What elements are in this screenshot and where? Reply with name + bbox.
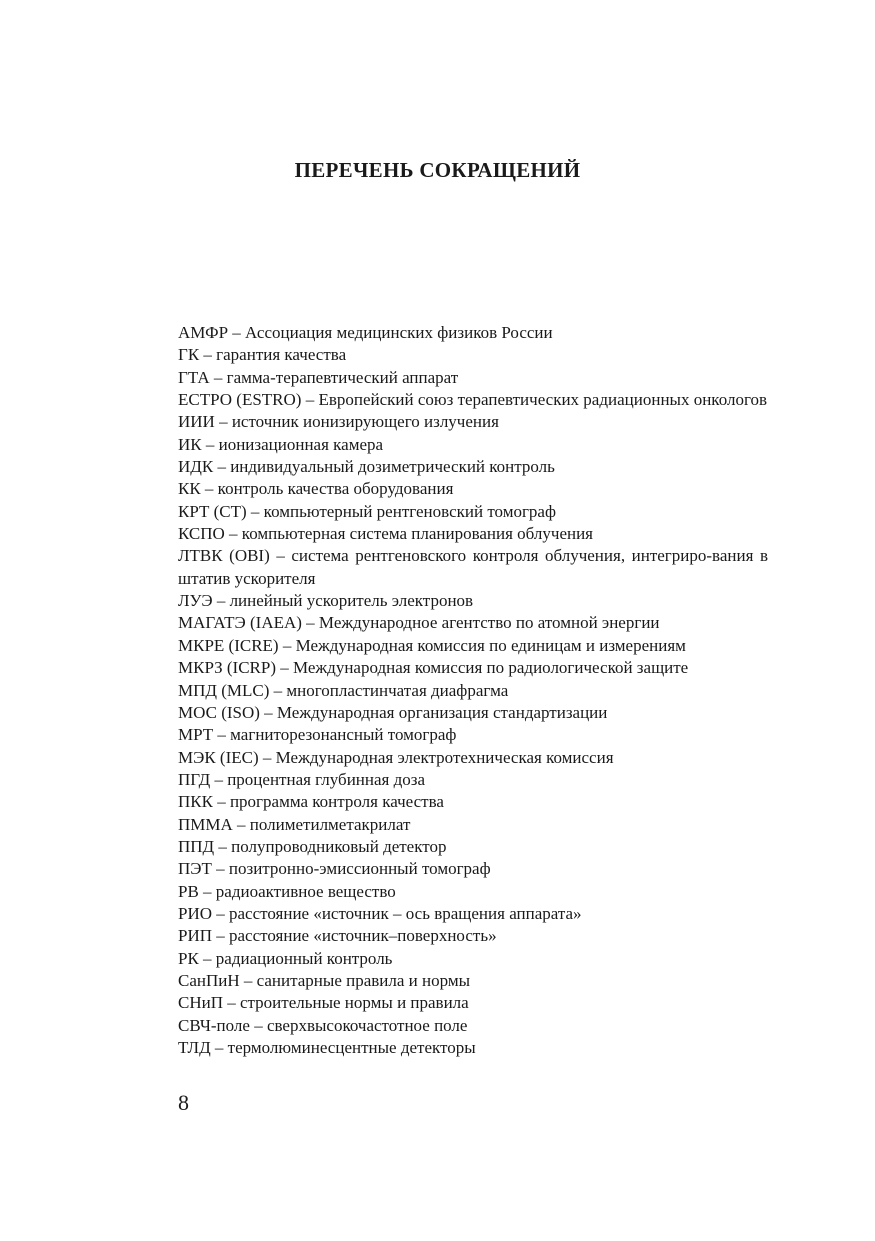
abbreviation-item: МОС (ISO) – Международная организация стандартизации	[178, 702, 608, 722]
abbreviation-item: ИИИ – источник ионизирующего излучения	[178, 412, 499, 432]
abbreviation-item: МЭК (IEC) – Международная электротехническая комиссия	[178, 747, 614, 767]
abbreviation-item: ЛТВК (OBI) – система рентгеновского контроля облучения, интегриро-вания в штатив ускорителя	[178, 546, 768, 588]
abbreviation-item: МАГАТЭ (IAEA) – Международное агентство по атомной энергии	[178, 613, 660, 633]
abbreviation-item: РВ – радиоактивное вещество	[178, 881, 396, 901]
abbreviation-item: КСПО – компьютерная система планирования облучения	[178, 524, 594, 544]
abbreviation-item: АМФР – Ассоциация медицинских физиков России	[178, 323, 553, 342]
page-title: ПЕРЕЧЕНЬ СОКРАЩЕНИЙ	[294, 158, 581, 182]
abbreviation-list	[178, 322, 768, 1059]
abbreviation-item: КРТ (СТ) – компьютерный рентгеновский томограф	[178, 501, 556, 521]
abbreviation-item: МКРЗ (ICRP) – Международная комиссия по радиологической защите	[178, 658, 689, 678]
page-number: 8	[178, 1090, 189, 1115]
abbreviation-item: РИО – расстояние «источник – ось вращения аппарата»	[178, 903, 582, 923]
abbreviation-item: КК – контроль качества оборудования	[178, 479, 454, 499]
abbreviation-item: ГК – гарантия качества	[178, 345, 347, 365]
abbreviation-item: РК – радиационный контроль	[178, 948, 393, 968]
abbreviation-item: МРТ – магниторезонансный томограф	[178, 725, 457, 745]
abbreviation-item: СанПиН – санитарные правила и нормы	[178, 970, 471, 990]
abbreviation-item: ИДК – индивидуальный дозиметрический контроль	[178, 457, 555, 477]
abbreviation-item: СВЧ-поле – сверхвысокочастотное поле	[178, 1015, 468, 1035]
abbreviation-item: РИП – расстояние «источник–поверхность»	[178, 926, 497, 946]
abbreviation-item: ЕСТРО (ESTRO) – Европейский союз терапевтических радиационных онкологов	[178, 390, 768, 410]
abbreviation-item: ПЭТ – позитронно-эмиссионный томограф	[178, 859, 491, 879]
abbreviation-item: ПКК – программа контроля качества	[178, 792, 444, 812]
abbreviation-item: ГТА – гамма-терапевтический аппарат	[178, 367, 459, 387]
abbreviation-item: СНиП – строительные нормы и правила	[178, 993, 469, 1013]
abbreviation-item: ПММА – полиметилметакрилат	[178, 814, 411, 834]
abbreviation-item: ПГД – процентная глубинная доза	[178, 769, 426, 789]
abbreviation-item: МПД (MLC) – многопластинчатая диафрагма	[178, 680, 509, 700]
abbreviation-item: ППД – полупроводниковый детектор	[178, 836, 447, 856]
abbreviation-item: ИК – ионизационная камера	[178, 434, 384, 454]
abbreviation-item: ТЛД – термолюминесцентные детекторы	[178, 1038, 476, 1057]
abbreviation-item: ЛУЭ – линейный ускоритель электронов	[178, 591, 474, 611]
abbreviation-item: МКРЕ (ICRE) – Международная комиссия по единицам и измерениям	[178, 635, 686, 655]
